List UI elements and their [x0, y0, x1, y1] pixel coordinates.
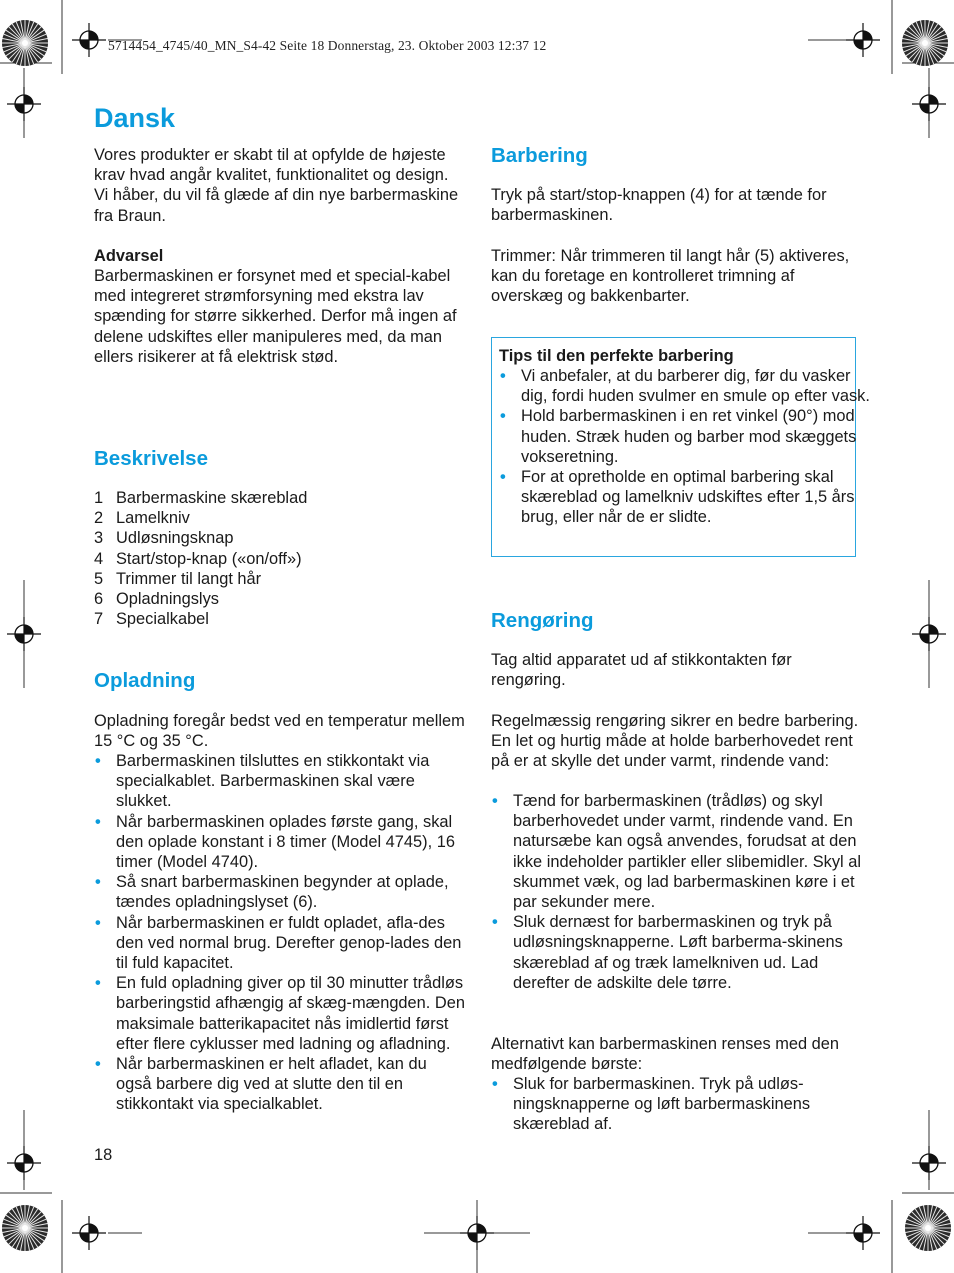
list-item: • Sluk dernæst for barbermaskinen og tryk på udløsningsknapperne. Løft barberma-skinens skæreblad af og træk lamelkniven ud. Lad derefter de adskilte dele tørre. — [492, 913, 843, 992]
list-item: 7 Specialkabel — [94, 610, 209, 629]
list-item: 4 Start/stop-knap («on/off») — [94, 549, 302, 568]
warning-heading: Advarsel — [94, 247, 164, 265]
page-number: 18 — [94, 1146, 113, 1164]
list-item: • Vi anbefaler, at du barberer dig, før du vasker dig, fordi huden svulmer en smule op efter vask. — [500, 367, 870, 406]
description-heading: Beskrivelse — [94, 447, 208, 470]
list-item: • En fuld opladning giver op til 30 minutter trådløs barberingstid afhængig af skæg-mængden. Den maksimale batterikapacitet nås imidlertid først efter flere cyklusser med ladning og afladning. — [95, 974, 465, 1053]
charging-heading: Opladning — [94, 669, 196, 692]
shaving-paragraph-2: Trimmer: Når trimmeren til langt hår (5) aktiveres, kan du foretage en kontrolleret trimning af overskæg og bakkenbarter. — [491, 247, 850, 306]
list-item: 6 Opladningslys — [94, 590, 219, 609]
tips-box — [491, 337, 870, 557]
intro-paragraph: Vores produkter er skabt til at opfylde de højeste krav hvad angår kvalitet, funktionalitet og design. Vi håber, du vil få glæde af din nye barbermaskine fra Braun. — [94, 146, 459, 225]
list-item: 3 Udløsningsknap — [94, 529, 234, 548]
cleaning-brush-bullets — [491, 1074, 863, 1135]
list-item: • Sluk for barbermaskinen. Tryk på udløs-ningsknapperne og løft barbermaskinens skæreblad af. — [492, 1075, 811, 1134]
list-item: 5 Trimmer til langt hår — [94, 569, 262, 588]
cleaning-bullets — [491, 791, 863, 993]
cleaning-paragraph-2: Regelmæssig rengøring sikrer en bedre barbering. En let og hurtig måde at holde barberhovedet rent på er at skylle det under varmt, rindende vand: — [491, 712, 859, 771]
tips-heading: Tips til den perfekte barbering — [499, 347, 734, 365]
shaving-paragraph-1: Tryk på start/stop-knappen (4) for at tænde for barbermaskinen. — [491, 186, 827, 225]
list-item: • Når barbermaskinen er helt afladet, kan du også barbere dig ved at slutte den til en stikkontakt via specialkablet. — [95, 1055, 427, 1114]
warning-text: Barbermaskinen er forsynet med et special-kabel med integreret strømforsyning med ekstra lav spænding for større sikkerhed. Derfor må ingen af delene udskiftes eller manipuleres med, da man ellers risikerer at få elektrisk stød. — [94, 267, 457, 366]
list-item: 2 Lamelkniv — [94, 509, 190, 528]
charging-bullets — [94, 751, 466, 1115]
list-item: • Tænd for barbermaskinen (trådløs) og skyl barberhovedet under varmt, rindende vand. En natursæbe kan også anvendes, forudsat at den ikke indeholder partikler eller slibemidler. Skyl al skummet væk, og lad barbermaskinen køre i et par sekunder mere. — [492, 792, 861, 912]
list-item: • Når barbermaskinen er fuldt opladet, afla-des den ved normal brug. Derefter genop-lades den til fuld kapacitet. — [95, 913, 462, 973]
tips-bullets — [499, 366, 871, 528]
list-item: 1 Barbermaskine skæreblad — [94, 489, 308, 507]
list-item: • Hold barbermaskinen i en ret vinkel (90°) mod huden. Stræk huden og barber mod skæggets vokseretning. — [500, 407, 857, 466]
charging-intro: Opladning foregår bedst ved en temperatur mellem 15 °C og 35 °C. — [94, 712, 465, 751]
list-item: • Når barbermaskinen oplades første gang, skal den oplade konstant i 8 timer (Model 4745), 16 timer (Model 4740). — [95, 812, 455, 872]
shaving-heading: Barbering — [491, 144, 588, 167]
cleaning-paragraph-1: Tag altid apparatet ud af stikkontakten før rengøring. — [491, 651, 792, 690]
list-item: • Så snart barbermaskinen begynder at oplade, tændes opladningslyset (6). — [95, 873, 449, 912]
page-title: Dansk — [94, 103, 176, 133]
cleaning-heading: Rengøring — [491, 609, 594, 632]
cleaning-paragraph-3: Alternativt kan barbermaskinen renses med den medfølgende børste: — [491, 1035, 840, 1074]
print-job-header: 5714454_4745/40_MN_S4-42 Seite 18 Donnerstag, 23. Oktober 2003 12:37 12 — [108, 38, 547, 53]
parts-list — [94, 488, 466, 629]
list-item: • Barbermaskinen tilsluttes en stikkontakt via specialkablet. Barbermaskinen skal være slukket. — [95, 752, 430, 811]
list-item: • For at opretholde en optimal barbering skal skæreblad og lamelkniv udskiftes efter 1,5 års brug, eller når de er slidte. — [500, 468, 855, 527]
